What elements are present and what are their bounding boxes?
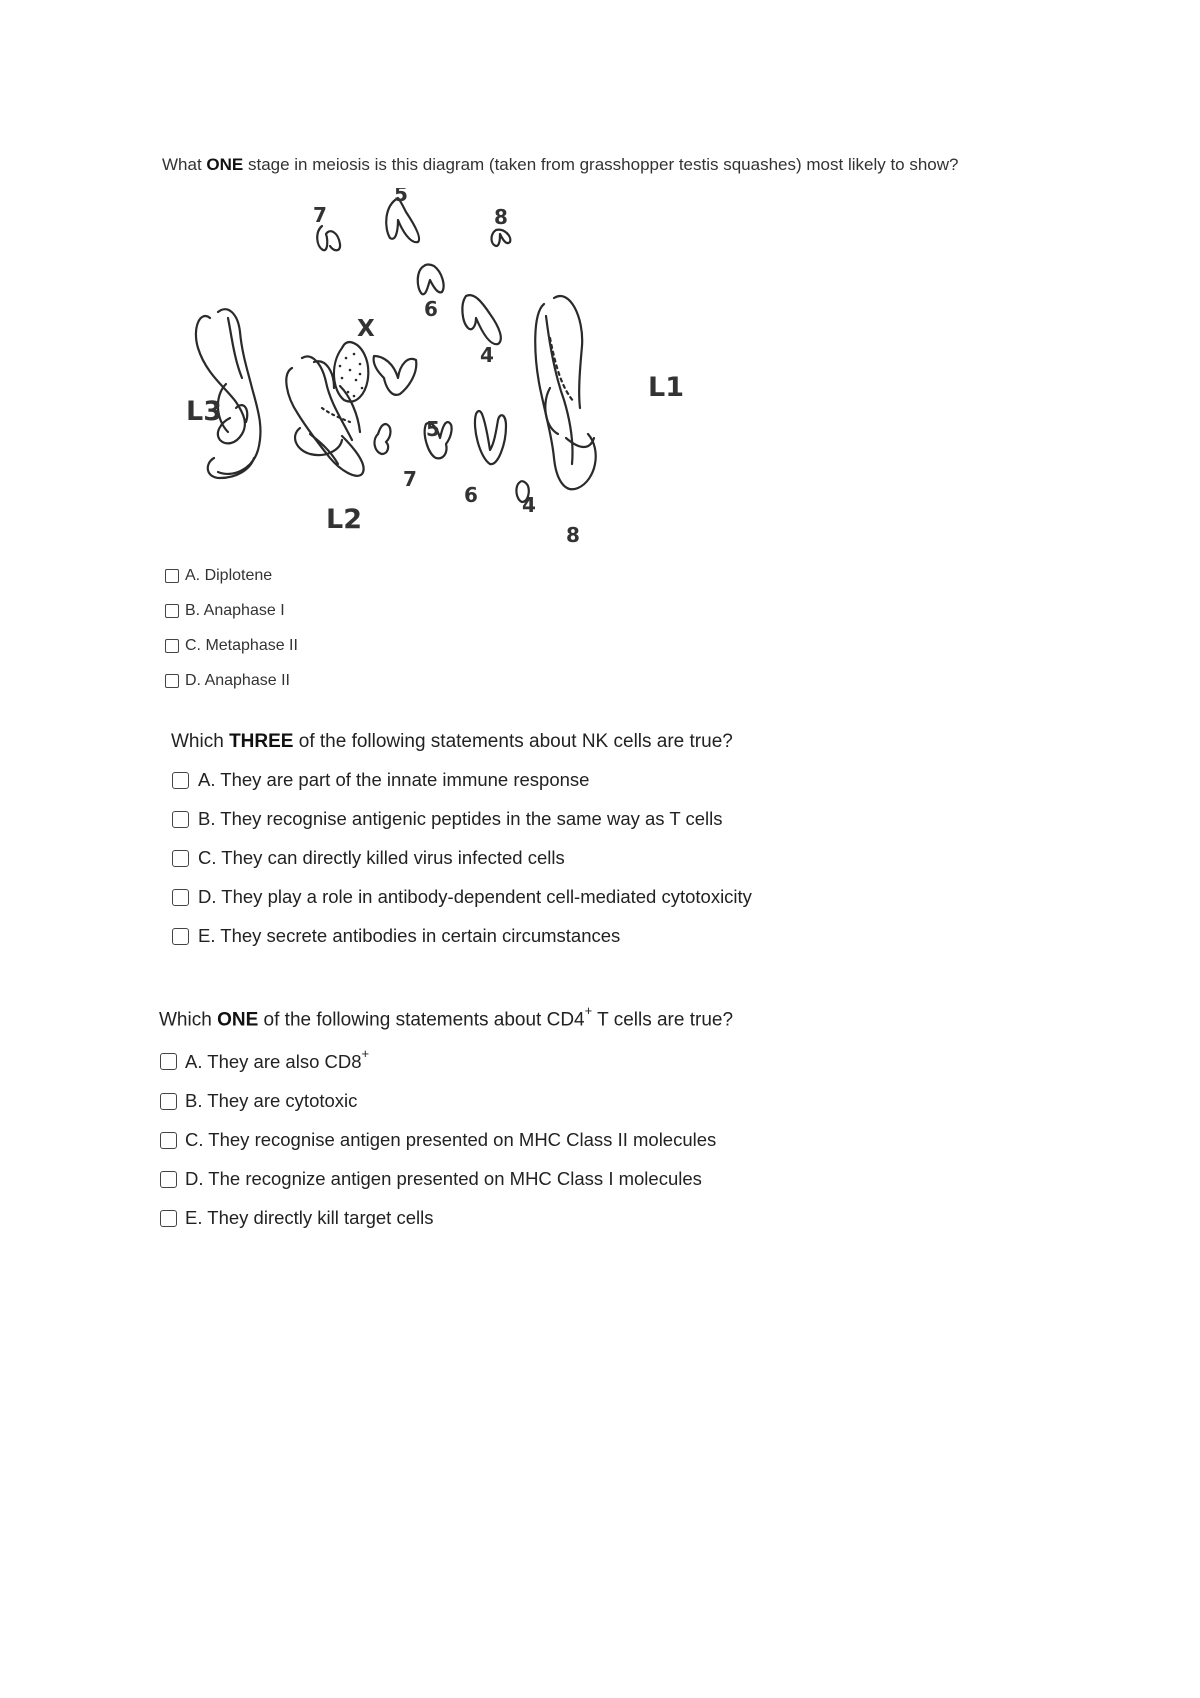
option-label-text: A. They are also CD8 (185, 1051, 362, 1073)
option-label: E. They secrete antibodies in certain circumstances (198, 925, 621, 946)
checkbox[interactable] (160, 1171, 177, 1188)
checkbox[interactable] (172, 772, 189, 789)
label-l2: L2 (326, 504, 362, 535)
option-d[interactable] (172, 886, 752, 908)
label-4-middle: 4 (522, 493, 536, 517)
question-3-stem (159, 1003, 734, 1031)
chromosome-l1 (535, 296, 596, 489)
label-5-middle: 5 (426, 417, 440, 441)
option-label (185, 1046, 370, 1073)
option-label: D. They play a role in antibody-dependent cell-mediated cytotoxicity (198, 886, 752, 907)
label-6-middle: 6 (464, 483, 478, 507)
question-emphasis: ONE (217, 1009, 259, 1031)
label-6-top: 6 (424, 297, 438, 321)
checkbox[interactable] (160, 1093, 177, 1110)
checkbox[interactable] (160, 1053, 177, 1070)
option-label: A. They are part of the innate immune response (198, 769, 590, 790)
chromosome-4-middle (475, 411, 506, 464)
option-c[interactable] (165, 637, 298, 655)
question-text: Which (159, 1009, 218, 1031)
question-emphasis: THREE (229, 731, 294, 752)
question-text: Which (171, 731, 230, 752)
option-label: B. They are cytotoxic (185, 1090, 358, 1111)
superscript: + (584, 1003, 593, 1018)
option-a[interactable] (165, 567, 272, 585)
checkbox[interactable] (165, 674, 179, 688)
label-8-middle: 8 (566, 523, 580, 547)
option-c[interactable] (160, 1129, 716, 1151)
chromosome-7-middle (375, 424, 391, 454)
checkbox[interactable] (160, 1210, 177, 1227)
question-text: T cells are true? (592, 1009, 734, 1031)
label-l1: L1 (648, 372, 684, 403)
checkbox[interactable] (172, 928, 189, 945)
question-2-stem (171, 731, 733, 753)
option-b[interactable] (172, 808, 722, 830)
option-e[interactable] (172, 925, 620, 947)
checkbox[interactable] (172, 850, 189, 867)
chromosome-5-middle (374, 356, 417, 395)
checkbox[interactable] (165, 604, 179, 618)
x-chromosome (334, 342, 368, 402)
option-label: B. Anaphase I (185, 602, 285, 619)
option-e[interactable] (160, 1207, 433, 1229)
chromosome-8-top (492, 230, 511, 246)
question-text: of the following statements about CD4 (258, 1009, 585, 1031)
label-x: X (357, 316, 375, 342)
chromosome-l3 (196, 309, 261, 478)
option-b[interactable] (160, 1090, 357, 1112)
question-text: stage in meiosis is this diagram (taken from grasshopper testis squashes) most likely to show? (243, 155, 959, 174)
chromosome-4-top (462, 295, 500, 344)
label-8-top: 8 (494, 205, 508, 229)
checkbox[interactable] (172, 811, 189, 828)
label-7-top: 7 (313, 203, 327, 227)
question-1-stem (162, 155, 959, 175)
option-label: C. Metaphase II (185, 637, 298, 654)
checkbox[interactable] (165, 569, 179, 583)
checkbox[interactable] (160, 1132, 177, 1149)
option-a[interactable] (160, 1046, 370, 1073)
superscript: + (361, 1046, 370, 1061)
option-label: B. They recognise antigenic peptides in the same way as T cells (198, 808, 723, 829)
option-label: D. The recognize antigen presented on MHC Class I molecules (185, 1168, 702, 1189)
option-label: C. They can directly killed virus infected cells (198, 847, 565, 868)
option-b[interactable] (165, 602, 285, 620)
option-label: D. Anaphase II (185, 672, 290, 689)
question-text: What (162, 155, 207, 174)
chromosome-l2 (286, 356, 363, 475)
chromosome-6-top (418, 265, 444, 295)
checkbox[interactable] (172, 889, 189, 906)
chromosome-7-top (317, 226, 340, 250)
option-label: A. Diplotene (185, 567, 273, 584)
label-l3: L3 (186, 396, 222, 427)
question-text: of the following statements about NK cells are true? (293, 731, 733, 752)
label-5-top: 5 (394, 188, 408, 206)
option-label: E. They directly kill target cells (185, 1207, 434, 1228)
label-7-middle: 7 (403, 467, 417, 491)
question-emphasis: ONE (206, 155, 244, 174)
option-c[interactable] (172, 847, 565, 869)
option-a[interactable] (172, 769, 589, 791)
checkbox[interactable] (165, 639, 179, 653)
option-d[interactable] (160, 1168, 702, 1190)
meiosis-chromosome-diagram (170, 188, 690, 548)
option-d[interactable] (165, 672, 290, 690)
option-label: C. They recognise antigen presented on MHC Class II molecules (185, 1129, 717, 1150)
label-4-top: 4 (480, 343, 494, 367)
